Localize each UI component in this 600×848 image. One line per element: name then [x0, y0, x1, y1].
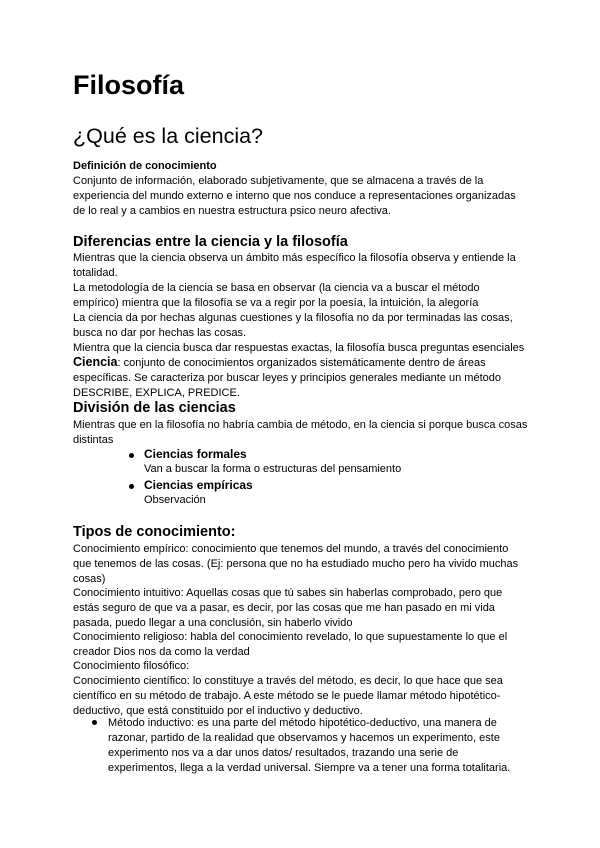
diferencias-p4: Mientra que la ciencia busca dar respuestas exactas, la filosofía busca preguntas esenciales: [73, 342, 525, 354]
definicion-text: Conjunto de información, elaborado subjetivamente, que se almacena a través de la experiencia del mundo externo e interno que nos conduce a representaciones organizadas de lo real y a cambios en nuestra estructura psico neuro afectiva.: [73, 175, 516, 217]
division-item-formales-desc: Van a buscar la forma o estructuras del pensamiento: [144, 463, 402, 475]
ciencia-term: Ciencia: [73, 355, 118, 369]
tipos-religioso: Conocimiento religioso: habla del conocimiento revelado, lo que supuestamente lo que el creador Dios nos da como la verdad: [73, 631, 508, 658]
tipos-inductivo: Método inductivo: es una parte del método hipotético-deductivo, una manera de razonar, partido de la realidad que observamos y hacemos un experimento, este experimento nos va a dar unos datos/ resultados, trazando una serie de experimentos, llega a la verdad universal. Siempre va a tener una forma totalitaria.: [108, 717, 511, 774]
tipos-empirico: Conocimiento empírico: conocimiento que tenemos del mundo, a través del conocimiento que tenemos de las cosas. (Ej: persona que no ha estudiado mucho pero ha vivido muchas cosas): [73, 543, 519, 585]
division-heading: División de las ciencias: [73, 400, 236, 416]
tipos-cientifico: Conocimiento científico: lo constituye a través del método, es decir, lo que hace que sea científico en su método de trabajo. A este método se le puede llamar método hipotético-deductivo, que está constituido por el inductivo y deductivo.: [73, 675, 503, 717]
division-text: Mientras que en la filosofía no habría cambia de método, en la ciencia si porque busca cosas distintas: [73, 419, 528, 446]
tipos-heading: Tipos de conocimiento:: [73, 524, 236, 540]
diferencias-p1: Mientras que la ciencia observa un ámbito más específico la filosofía observa y entiende la totalidad.: [73, 252, 516, 279]
diferencias-heading: Diferencias entre la ciencia y la filosofía: [73, 234, 348, 250]
bullet-icon: [92, 720, 97, 725]
definicion-heading: Definición de conocimiento: [73, 160, 217, 172]
bullet-icon: [129, 453, 134, 458]
bullet-icon: [129, 484, 134, 489]
tipos-intuitivo: Conocimiento intuitivo: Aquellas cosas que tú sabes sin haberlas comprobado, pero que estás seguro de que va a pasar, es decir, por las cosas que me han pasado en mi vida pasada, puedo llegar a una conclusión, sin haberlo vivido: [73, 587, 503, 629]
page-title: Filosofía: [73, 70, 185, 100]
tipos-filosofico: Conocimiento filosófico:: [73, 660, 190, 672]
division-item-empiricas: Ciencias empíricas: [144, 478, 253, 492]
diferencias-p3: La ciencia da por hechas algunas cuestiones y la filosofía no da por terminadas las cosas, busca no dar por hechas las cosas.: [73, 312, 513, 339]
division-item-empiricas-desc: Observación: [144, 494, 206, 506]
ciencia-def: : conjunto de conocimientos organizados sistemáticamente dentro de áreas específicas. Se caracteriza por buscar leyes y principios generales mediante un método DESCRIBE, EXPLICA, PREDICE.: [73, 357, 502, 399]
diferencias-p2: La metodología de la ciencia se basa en observar (la ciencia va a buscar el método empírico) mientra que la filosofía se va a regir por la poesía, la intuición, la alegoría: [73, 282, 480, 309]
ciencia-definition: [73, 355, 528, 401]
section-title-ciencia: ¿Qué es la ciencia?: [73, 124, 264, 148]
division-item-formales: Ciencias formales: [144, 447, 247, 461]
